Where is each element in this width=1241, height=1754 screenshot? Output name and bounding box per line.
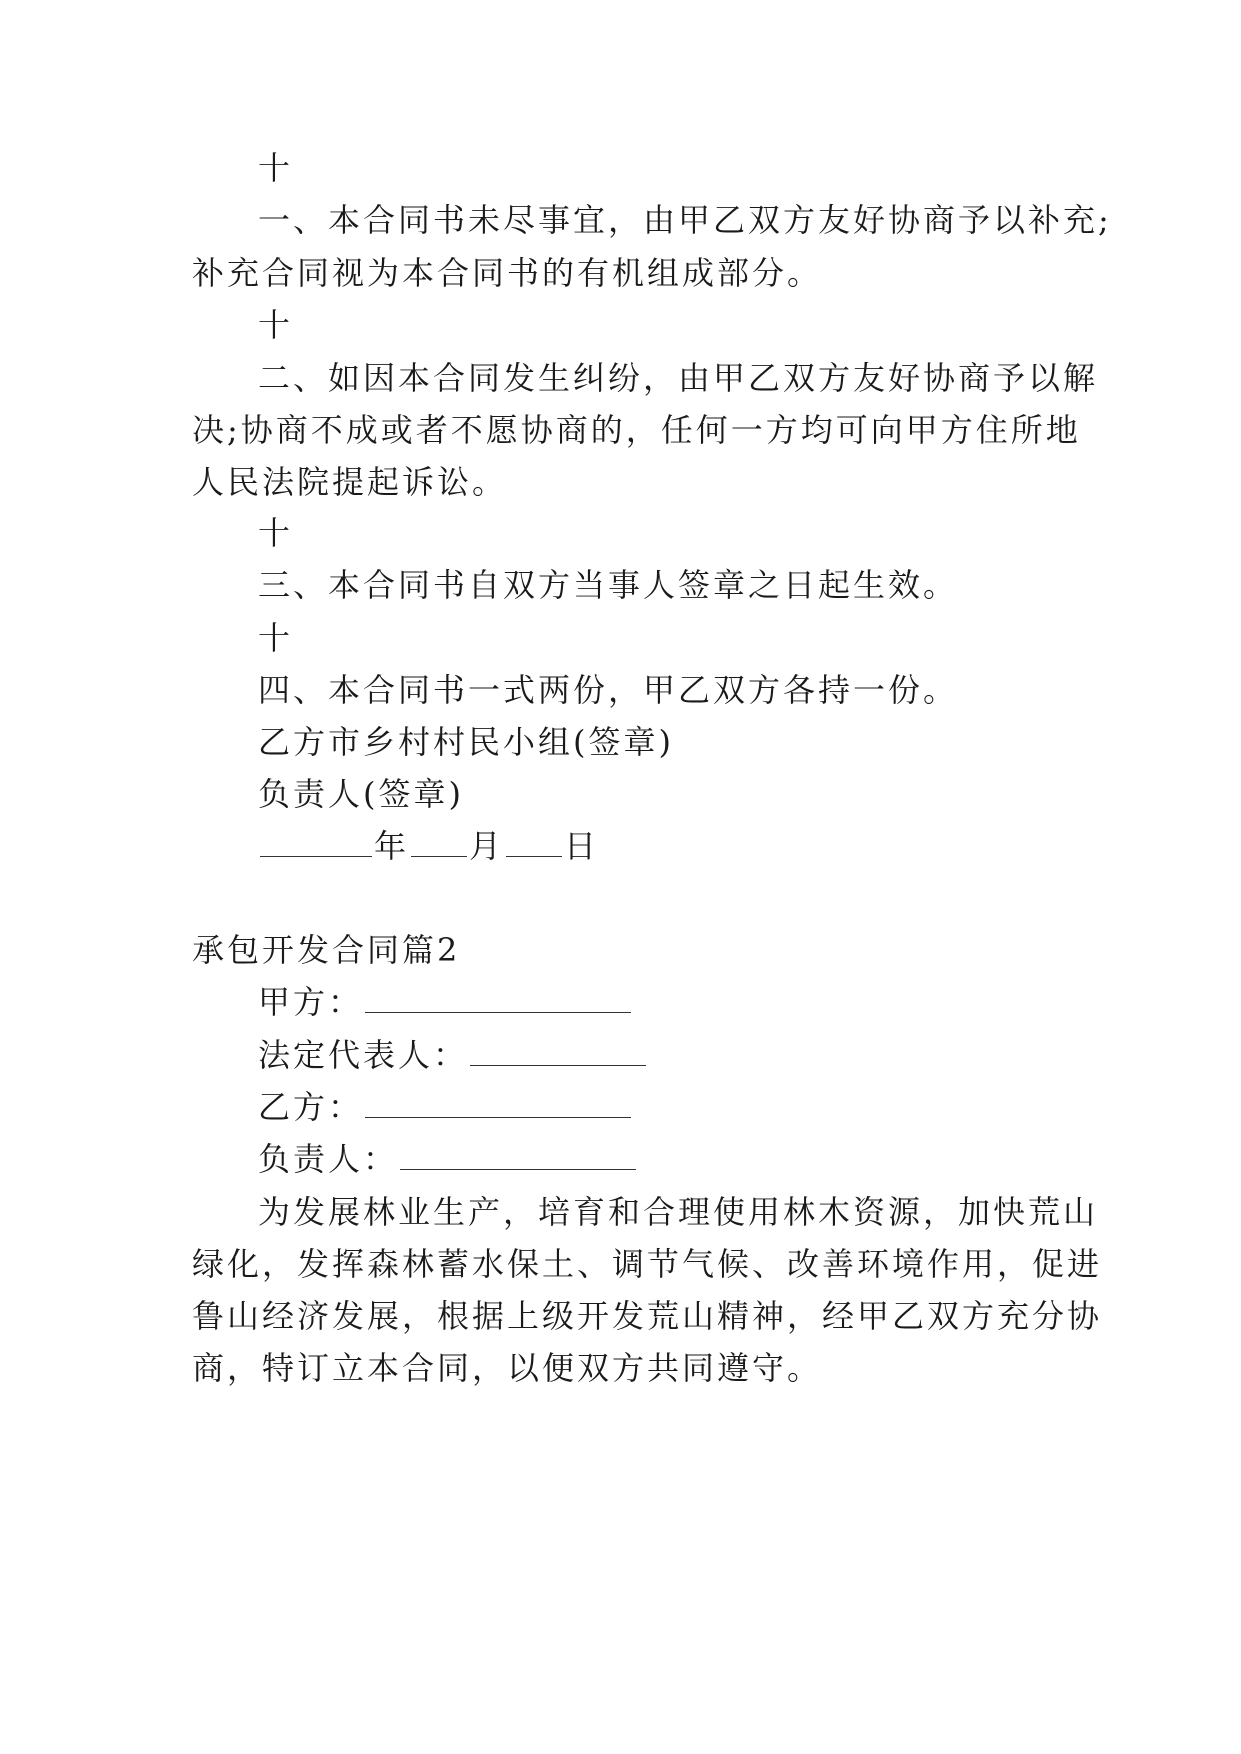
person-in-charge-signature: 负责人(签章) [258, 775, 464, 813]
person-in-charge-blank[interactable] [400, 1139, 636, 1170]
clause-11-number: 十 [258, 149, 294, 187]
month-label: 月 [469, 827, 505, 865]
day-blank[interactable] [506, 826, 562, 857]
party-b-signature: 乙方市乡村村民小组(签章) [258, 723, 674, 761]
year-label: 年 [374, 827, 410, 865]
signature-date [258, 826, 599, 866]
day-label: 日 [564, 827, 600, 865]
person-in-charge-field [258, 1139, 638, 1179]
clause-12-line-1: 二、如因本合同发生纠纷，由甲乙双方友好协商予以解 [258, 359, 1099, 397]
clause-12-number: 十 [258, 306, 294, 344]
party-b-blank[interactable] [365, 1087, 631, 1118]
clause-11-line-1: 一、本合同书未尽事宜，由甲乙双方友好协商予以补充; [258, 201, 1112, 239]
legal-rep-field [258, 1035, 648, 1075]
month-blank[interactable] [411, 826, 467, 857]
party-b-field [258, 1087, 633, 1127]
party-a-blank[interactable] [365, 982, 631, 1013]
intro-line-2: 绿化，发挥森林蓄水保土、调节气候、改善环境作用，促进 [192, 1245, 1103, 1283]
clause-13-number: 十 [258, 514, 294, 552]
legal-rep-label: 法定代表人： [258, 1036, 469, 1074]
party-b-label: 乙方： [258, 1088, 364, 1126]
intro-line-1: 为发展林业生产，培育和合理使用林木资源，加快荒山 [258, 1193, 1099, 1231]
party-a-field [258, 982, 633, 1022]
year-blank[interactable] [260, 826, 372, 857]
party-a-label: 甲方： [258, 983, 364, 1021]
legal-rep-blank[interactable] [470, 1035, 646, 1066]
clause-11-line-2: 补充合同视为本合同书的有机组成部分。 [192, 254, 823, 292]
clause-12-line-3: 人民法院提起诉讼。 [192, 463, 508, 501]
clause-12-line-2: 决;协商不成或者不愿协商的，任何一方均可向甲方住所地 [192, 411, 1081, 449]
clause-14-text: 四、本合同书一式两份，甲乙双方各持一份。 [258, 671, 959, 709]
clause-13-text: 三、本合同书自双方当事人签章之日起生效。 [258, 566, 959, 604]
clause-14-number: 十 [258, 619, 294, 657]
intro-line-3: 鲁山经济发展，根据上级开发荒山精神，经甲乙双方充分协 [192, 1297, 1103, 1335]
person-in-charge-label: 负责人： [258, 1140, 399, 1178]
section-2-title: 承包开发合同篇2 [192, 931, 461, 969]
intro-line-4: 商，特订立本合同，以便双方共同遵守。 [192, 1349, 823, 1387]
